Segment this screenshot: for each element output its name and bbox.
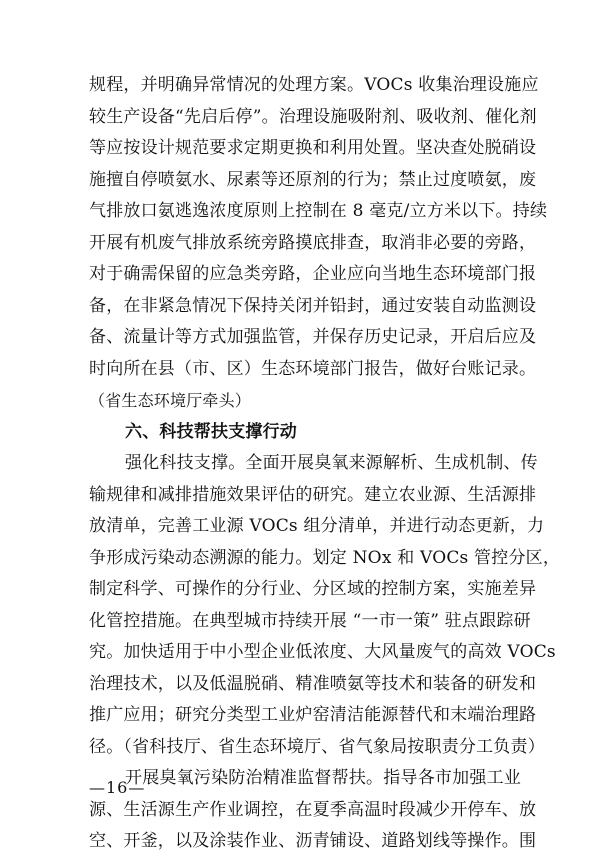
text-line: 备，在非紧急情况下保持关闭并铅封，通过安装自动监测设: [89, 295, 537, 316]
text-line: 备、流量计等方式加强监管，并保存历史记录，开启后应及: [89, 327, 537, 347]
text-line: 施擅自停喷氨水、尿素等还原剂的行为；禁止过度喷氨，废: [89, 169, 537, 190]
text-line: 放清单，完善工业源 VOCs 组分清单，并进行动态更新，力: [89, 516, 545, 536]
text-line: 时向所在县（市、区）生态环境部门报告，做好台账记录。: [89, 358, 537, 379]
responsibility-note: （省生态环境厅牵头）: [89, 391, 252, 410]
text-line: 开展臭氧污染防治精准监督帮扶。指导各市加强工业: [125, 768, 521, 788]
text-line: 气排放口氨逃逸浓度原则上控制在 8 毫克/立方米以下。持续: [89, 201, 548, 221]
text-line: 强化科技支撑。全面开展臭氧来源解析、生成机制、传: [125, 453, 538, 473]
text-line: 较生产设备“先启后停”。治理设施吸附剂、吸收剂、催化剂: [89, 106, 537, 127]
body-text: [89, 70, 561, 858]
text-line: 对于确需保留的应急类旁路，企业应向当地生态环境部门报: [89, 264, 537, 284]
text-line: 开展有机废气排放系统旁路摸底排查，取消非必要的旁路，: [89, 232, 537, 253]
text-line: 推广应用；研究分类型工业炉窑清洁能源替代和末端治理路: [89, 705, 537, 725]
text-line: 源、生活源生产作业调控，在夏季高温时段减少开停车、放: [89, 799, 537, 820]
text-line: 等应按设计规范要求定期更换和利用处置。坚决查处脱硝设: [89, 138, 537, 158]
text-line: 争形成污染动态溯源的能力。划定 NOx 和 VOCs 管控分区，: [89, 547, 561, 568]
text-line: 输规律和减排措施效果评估的研究。建立农业源、生活源排: [89, 484, 537, 505]
text-line: 究。加快适用于中小型企业低浓度、大风量废气的高效 VOCs: [89, 642, 556, 662]
page-number: —16—: [89, 778, 146, 797]
text-line: 规程，并明确异常情况的处理方案。VOCs 收集治理设施应: [89, 75, 539, 95]
text-line: 化管控措施。在典型城市持续开展 “一市一策” 驻点跟踪研: [89, 610, 531, 631]
text-line: 空、开釜，以及涂装作业、沥青铺设、道路划线等操作。围: [89, 831, 537, 851]
text-line: 制定科学、可操作的分行业、分区域的控制方案，实施差异: [89, 579, 537, 599]
text-line: 径。（省科技厅、省生态环境厅、省气象局按职责分工负责）: [89, 736, 545, 757]
text-line: 治理技术，以及低温脱硝、精准喷氨等技术和装备的研发和: [89, 673, 537, 694]
section-heading: 六、科技帮扶支撑行动: [125, 421, 297, 442]
